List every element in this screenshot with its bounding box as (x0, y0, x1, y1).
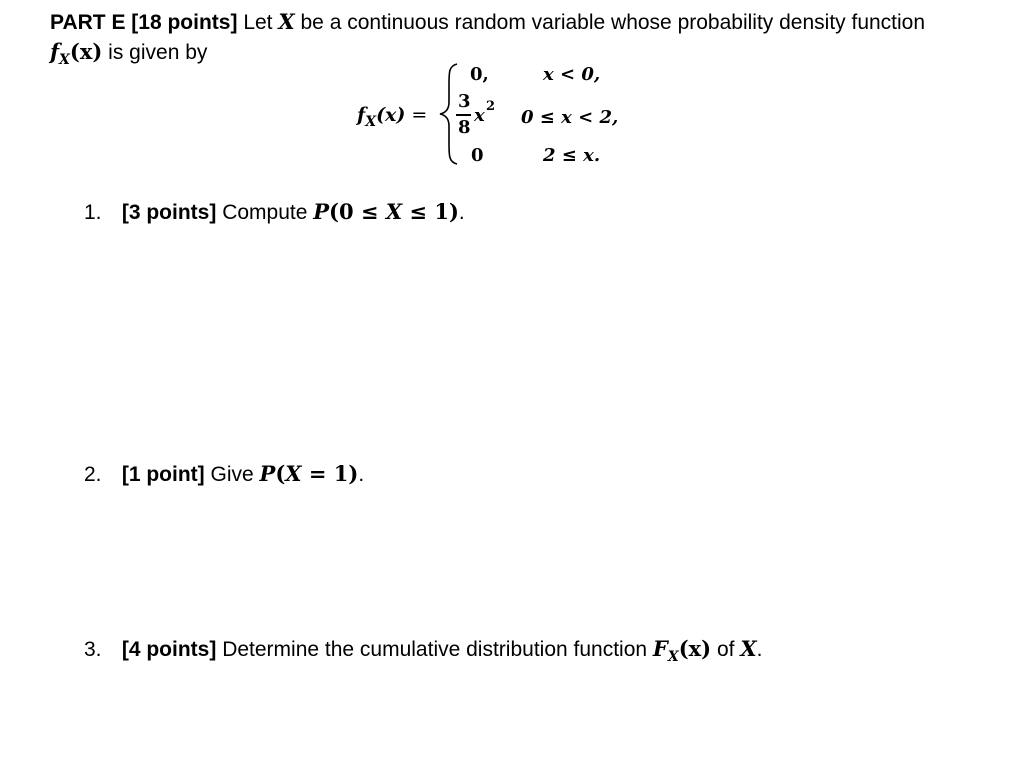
question-1 (84, 199, 465, 225)
case-2-frac-num: 3 (458, 91, 471, 112)
question-2-trail: . (358, 463, 365, 486)
pdf-equals: = (411, 104, 428, 126)
question-3-text-2: of (716, 638, 735, 661)
intro-line-1 (50, 9, 925, 35)
pdf-lhs-sub: X (365, 114, 377, 130)
brace-icon (437, 62, 461, 166)
question-3-points: [4 points] (121, 638, 217, 661)
case-2-x: x (474, 105, 485, 126)
question-1-math-open: (0 ≤ (329, 199, 386, 224)
intro-var-x: X (278, 9, 295, 34)
question-1-points: [3 points] (121, 201, 217, 224)
question-3-cdf-f: F (652, 636, 668, 661)
question-3-cdf-arg: (x) (678, 636, 712, 661)
fraction-bar (456, 114, 471, 116)
question-2-math-close: = 1) (301, 461, 359, 486)
intro-text-3: is given by (108, 41, 208, 64)
intro-pdf-sub: X (59, 52, 70, 68)
question-2-number: 2. (84, 463, 102, 486)
case-2-condition: 0 ≤ x < 2, (521, 107, 619, 128)
question-1-trail: . (458, 201, 465, 224)
question-1-math-close: ≤ 1) (402, 199, 459, 224)
question-1-number: 1. (84, 201, 102, 224)
case-2-frac-den: 8 (458, 117, 471, 138)
question-3-var-x: X (740, 636, 757, 661)
intro-text-1: Let (243, 11, 273, 34)
question-3-text: Determine the cumulative distribution function (222, 638, 648, 661)
intro-pdf-arg: (x) (69, 39, 103, 64)
pdf-lhs (357, 104, 428, 130)
part-label: PART E (50, 11, 126, 34)
question-3-trail: . (756, 638, 763, 661)
case-3-value: 0 (471, 145, 484, 166)
question-2-math-p: P (259, 461, 276, 486)
question-1-text: Compute (222, 201, 308, 224)
part-points: [18 points] (131, 11, 238, 34)
question-3 (84, 636, 763, 665)
question-2-text: Give (210, 463, 254, 486)
question-3-number: 3. (84, 638, 102, 661)
question-1-math-x: X (385, 199, 403, 224)
question-2-points: [1 point] (121, 463, 205, 486)
intro-line-2 (50, 39, 208, 68)
case-1-condition: x < 0, (543, 64, 601, 85)
case-3-condition: 2 ≤ x. (543, 145, 601, 166)
pdf-lhs-f: f (357, 104, 366, 126)
question-2-math-open: ( (275, 461, 286, 486)
pdf-lhs-arg: (x) (376, 104, 406, 126)
intro-pdf-f: f (50, 39, 60, 64)
question-3-cdf-sub: X (667, 649, 679, 665)
question-1-math-p: P (313, 199, 330, 224)
question-2-math-x: X (285, 461, 302, 486)
intro-text-2: be a continuous random variable whose probability density function (300, 11, 926, 34)
case-2-exp: 2 (486, 99, 496, 114)
case-1-value: 0, (470, 64, 489, 85)
question-2 (84, 461, 364, 487)
